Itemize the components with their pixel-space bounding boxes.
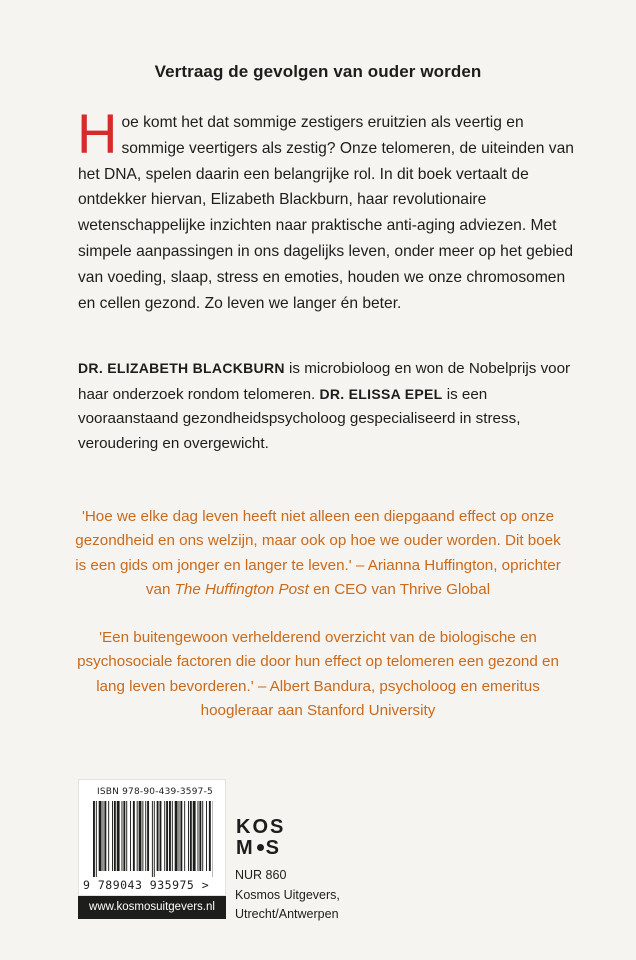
review-quote-huffington	[70, 505, 566, 602]
logo-letter-s: S	[265, 837, 282, 859]
logo-letter-m: M	[236, 837, 255, 859]
review-quote-bandura	[70, 626, 566, 723]
publication-title: The Huffington Post	[174, 580, 309, 598]
drop-cap: H	[77, 102, 118, 165]
intro-text: oe komt het dat sommige zestigers eruitzien als veertig en sommige veertigers als zestig? Onze telomeren, de uiteinden van het DNA, spelen daarin een belangrijke rol. In dit boek vertaalt de ontdekker hiervan, Elizabeth Blackburn, haar revolutionaire wetenschappelijke inzichten naar praktische anti-aging adviezen. Met simpele aanpassingen in ons dagelijks leven, onder meer op het gebied van voeding, slaap, stress en emoties, houden we onze chromosomen en cellen gezond. Zo leven we langer én beter.	[78, 114, 574, 312]
publisher-city: Utrecht/Antwerpen	[235, 907, 339, 921]
barcode-digits: 9 789043 935975 >	[83, 878, 210, 892]
publisher-name: Kosmos Uitgevers,	[235, 887, 340, 902]
logo-line-2	[236, 838, 286, 859]
quote-tail: en CEO van Thrive Global	[308, 580, 491, 598]
bio-text-2: is een vooraanstaand gezondheidspsycholoog gespecialiseerd in stress, veroudering en overgewicht.	[78, 385, 521, 452]
barcode-image	[93, 801, 213, 877]
quote-text: 'Hoe we elke dag leven heeft niet alleen een diepgaand effect op onze gezondheid en ons welzijn, maar ook op hoe we ouder worden. Dit boek is een gids om jonger en langer te leven.' – Arianna Huffington, oprichter van	[75, 508, 561, 598]
barcode-panel	[78, 779, 226, 896]
author-name-blackburn: DR. ELIZABETH BLACKBURN	[78, 360, 285, 376]
author-name-epel: DR. ELISSA EPEL	[319, 385, 443, 402]
logo-dot	[257, 844, 264, 851]
kosmos-logo	[236, 817, 286, 859]
intro-paragraph	[77, 102, 583, 316]
bio-text-1: is microbioloog en won de Nobelprijs voor haar onderzoek rondom telomeren.	[78, 360, 571, 403]
isbn-label: ISBN 978-90-439-3597-5	[97, 787, 213, 797]
back-cover-title: Vertraag de gevolgen van ouder worden	[154, 62, 482, 81]
website-url: www.kosmosuitgevers.nl	[78, 896, 226, 919]
logo-line-1: KOS	[236, 816, 286, 838]
nur-code: NUR 860	[235, 868, 287, 882]
publisher-info	[235, 866, 340, 925]
author-bio	[78, 356, 583, 456]
quote-text: 'Een buitengewoon verhelderend overzicht van de biologische en psychosociale factoren die door hun effect op telomeren een gezond en lang leven bevorderen.' – Albert Bandura, psycholoog en emeritus hoogleraar aan Stanford University	[77, 629, 559, 719]
